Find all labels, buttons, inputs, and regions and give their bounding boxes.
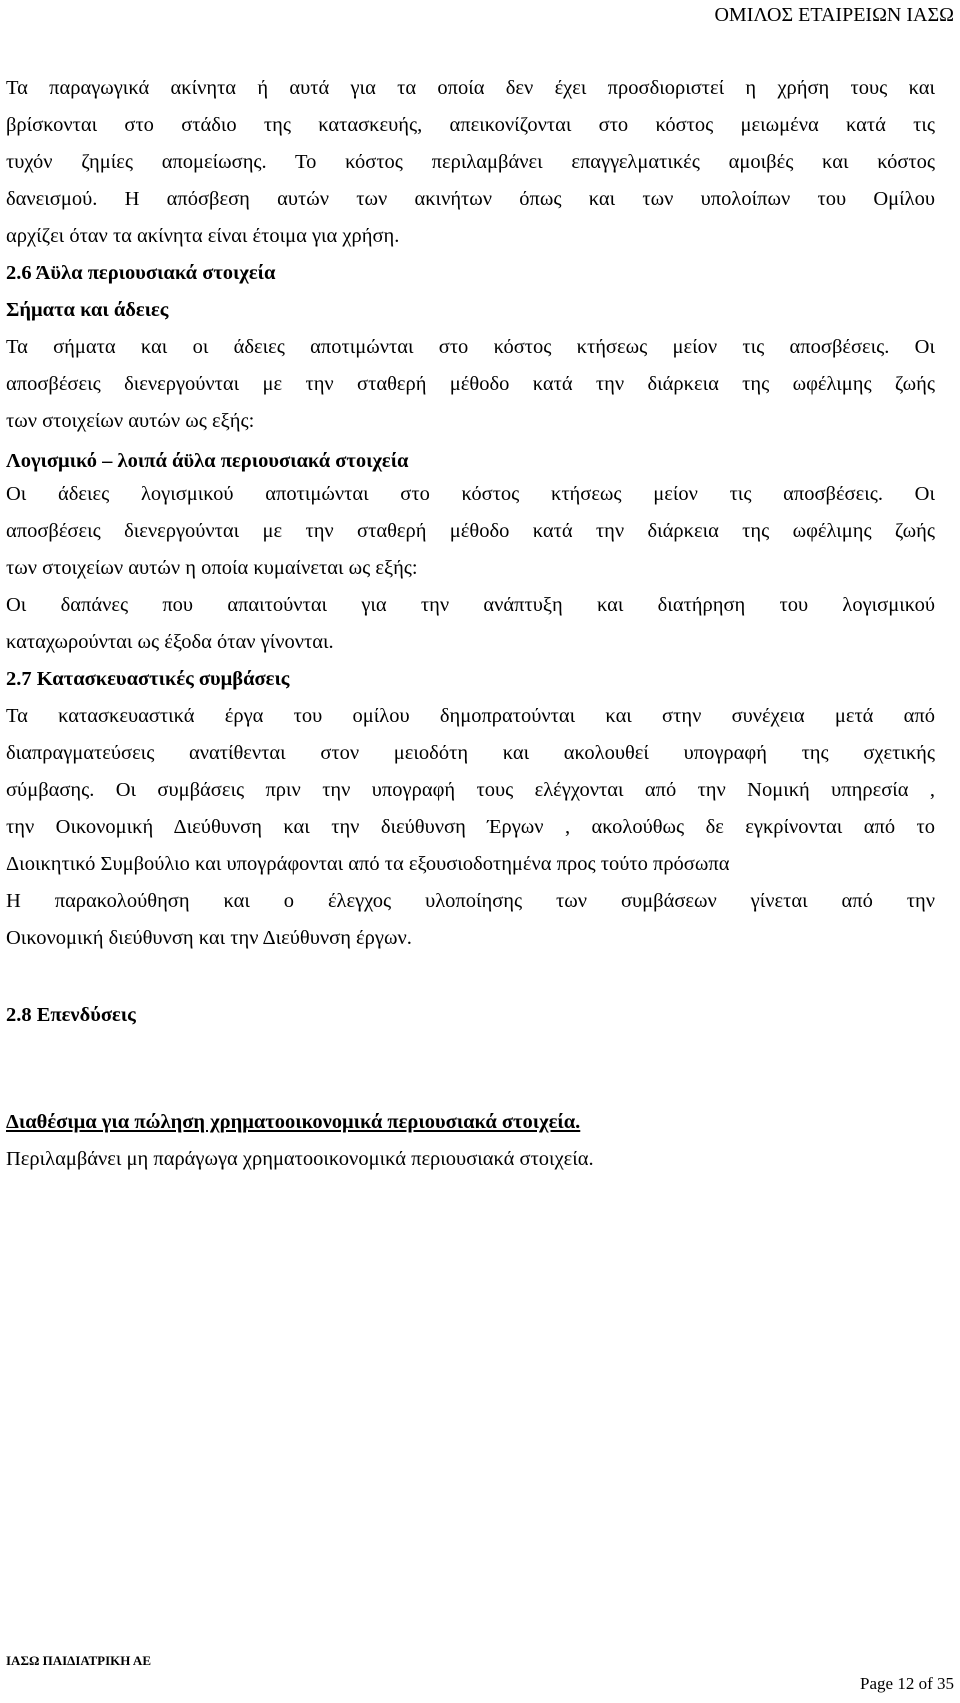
text-line: Οι άδειες λογισμικού αποτιμώνται στο κόστος κτήσεως μείον τις αποσβέσεις. Οι xyxy=(6,483,935,505)
section-heading-2-8: 2.8 Επενδύσεις xyxy=(6,1004,136,1026)
text-line: Οι δαπάνες που απαιτούνται για την ανάπτυξη και διατήρηση του λογισμικού xyxy=(6,594,935,616)
paragraph-trademarks xyxy=(6,329,935,440)
document-body xyxy=(6,70,935,1178)
text-line: Τα παραγωγικά ακίνητα ή αυτά για τα οποία δεν έχει προσδιοριστεί η χρήση τους και xyxy=(6,77,935,99)
section-heading-2-7: 2.7 Κατασκευαστικές συμβάσεις xyxy=(6,668,290,690)
text-line: τυχόν ζημίες απομείωσης. Το κόστος περιλαμβάνει επαγγελματικές αμοιβές και κόστος xyxy=(6,151,935,173)
paragraph-software xyxy=(6,476,935,587)
text-line: των στοιχείων αυτών ως εξής: xyxy=(6,410,255,432)
subheading-software: Λογισμικό – λοιπά άϋλα περιουσιακά στοιχεία xyxy=(6,450,409,472)
text-line: διαπραγματεύσεις ανατίθενται στον μειοδότη και ακολουθεί υπογραφή της σχετικής xyxy=(6,742,935,764)
text-line: Τα κατασκευαστικά έργα του ομίλου δημοπρατούνται και στην συνέχεια μετά από xyxy=(6,705,935,727)
text-line: αποσβέσεις διενεργούνται με την σταθερή μέθοδο κατά την διάρκεια της ωφέλιμης ζωής xyxy=(6,373,935,395)
paragraph-construction-contracts xyxy=(6,698,935,883)
paragraph-property-construction xyxy=(6,70,935,255)
paragraph-software-costs xyxy=(6,587,935,661)
text-line: Τα σήματα και οι άδειες αποτιμώνται στο κόστος κτήσεως μείον τις αποσβέσεις. Οι xyxy=(6,336,935,358)
section-heading-2-6: 2.6 Άϋλα περιουσιακά στοιχεία xyxy=(6,262,276,284)
text-line: Οικονομική διεύθυνση και την Διεύθυνση έργων. xyxy=(6,927,412,949)
paragraph-contract-monitoring xyxy=(6,883,935,957)
text-line: Περιλαμβάνει μη παράγωγα χρηματοοικονομικά περιουσιακά στοιχεία. xyxy=(6,1148,594,1170)
text-line: την Οικονομική Διεύθυνση και την διεύθυνση Έργων , ακολούθως δε εγκρίνονται από το xyxy=(6,816,935,838)
text-line: αποσβέσεις διενεργούνται με την σταθερή μέθοδο κατά την διάρκεια της ωφέλιμης ζωής xyxy=(6,520,935,542)
subheading-trademarks: Σήματα και άδειες xyxy=(6,299,169,321)
text-line: βρίσκονται στο στάδιο της κατασκευής, απεικονίζονται στο κόστος μειωμένα κατά τις xyxy=(6,114,935,136)
footer-company: ΙΑΣΩ ΠΑΙΔΙΑΤΡΙΚΗ ΑΕ xyxy=(6,1653,151,1668)
text-line: των στοιχείων αυτών η οποία κυμαίνεται ως εξής: xyxy=(6,557,418,579)
text-line: σύμβασης. Οι συμβάσεις πριν την υπογραφή τους ελέγχονται από την Νομική υπηρεσία , xyxy=(6,779,935,801)
text-line: αρχίζει όταν τα ακίνητα είναι έτοιμα για χρήση. xyxy=(6,225,400,247)
subheading-available-for-sale: Διαθέσιμα για πώληση χρηματοοικονομικά περιουσιακά στοιχεία. xyxy=(6,1111,581,1133)
text-line: Η παρακολούθηση και ο έλεγχος υλοποίησης των συμβάσεων γίνεται από την xyxy=(6,890,935,912)
page-number: Page 12 of 35 xyxy=(860,1674,954,1693)
text-line: Διοικητικό Συμβούλιο και υπογράφονται από τα εξουσιοδοτημένα προς τούτο πρόσωπα xyxy=(6,853,730,875)
text-line: καταχωρούνται ως έξοδα όταν γίνονται. xyxy=(6,631,334,653)
running-header: ΟΜΙΛΟΣ ΕΤΑΙΡΕΙΩΝ ΙΑΣΩ xyxy=(714,4,954,26)
text-line: δανεισμού. Η απόσβεση αυτών των ακινήτων όπως και των υπολοίπων του Ομίλου xyxy=(6,188,935,210)
